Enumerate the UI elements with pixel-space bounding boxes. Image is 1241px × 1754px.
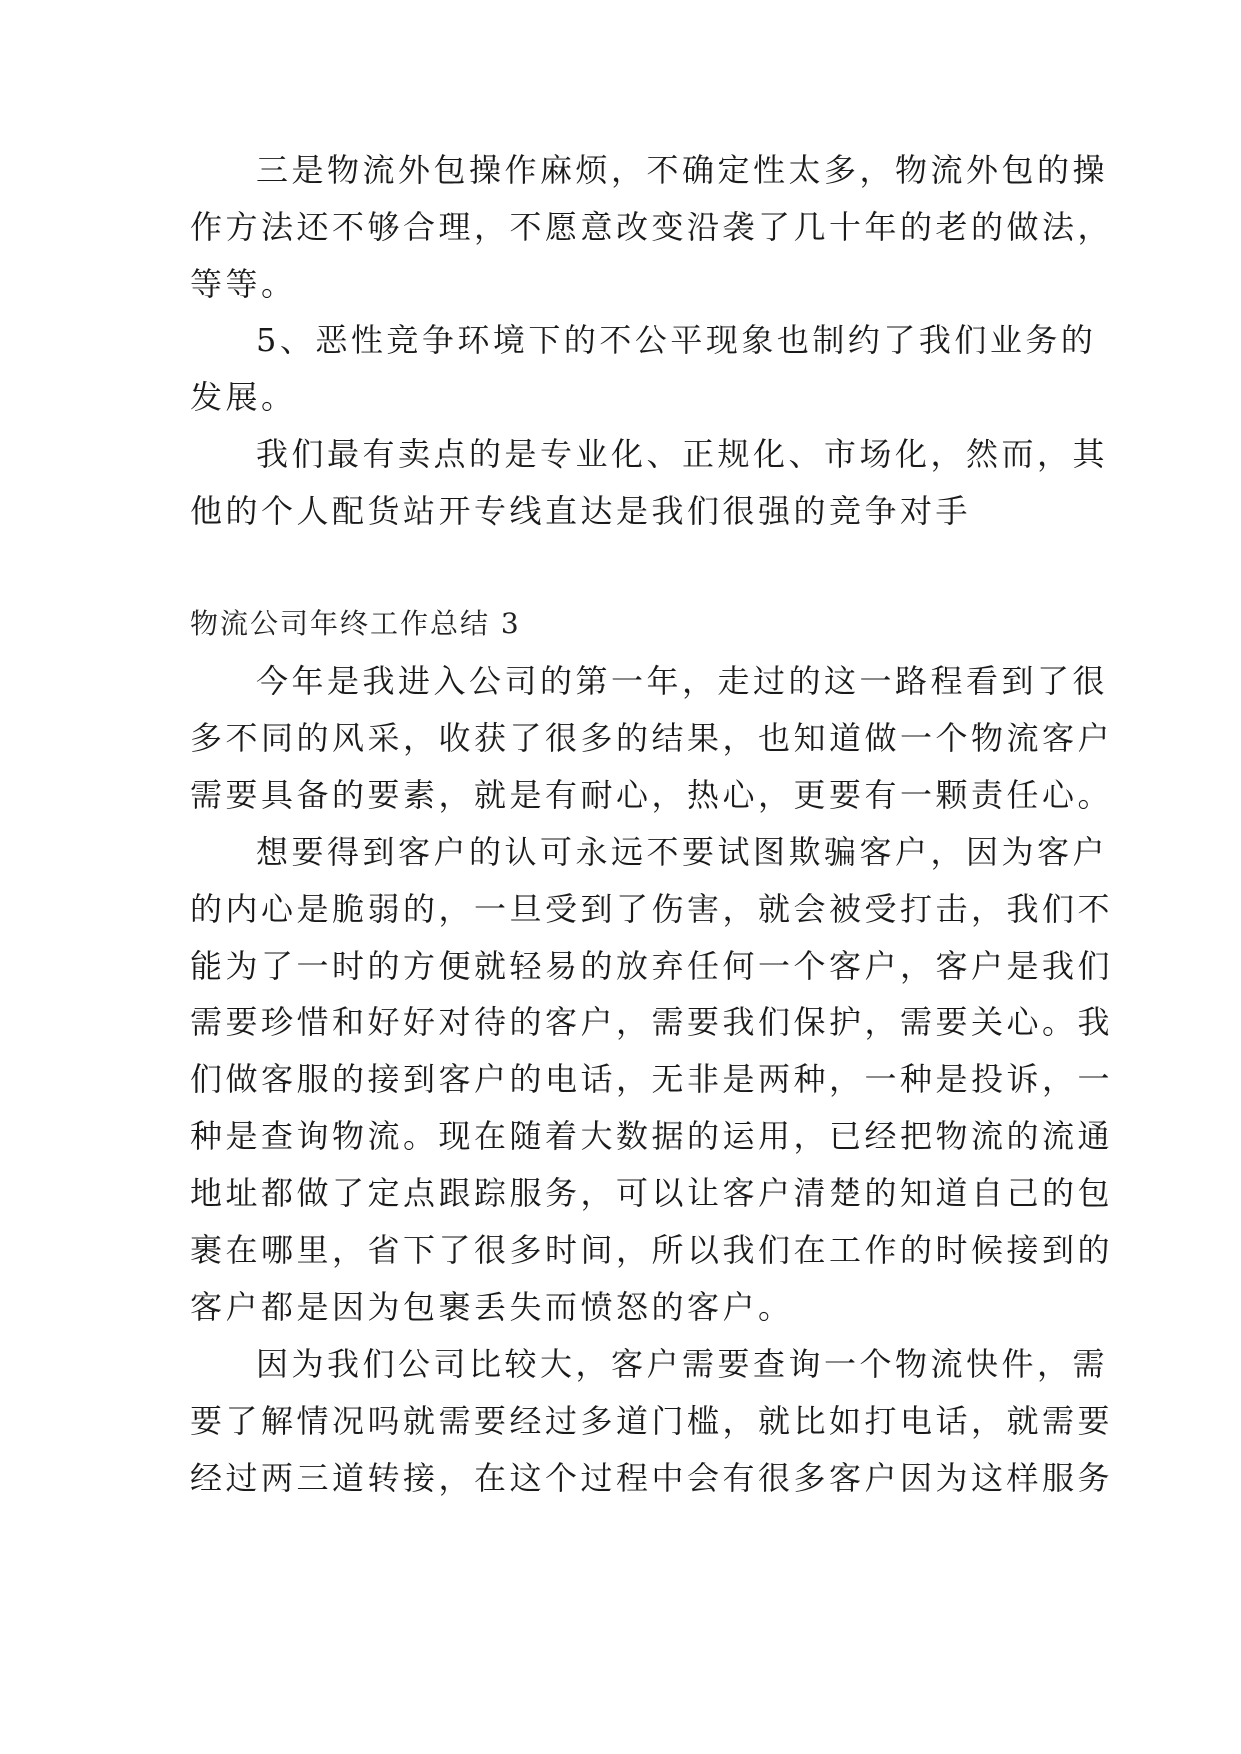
paragraph-line: 客户都是因为包裹丢失而愤怒的客户。 [190,1288,794,1326]
section-heading: 物流公司年终工作总结 3 [190,607,521,640]
paragraph-line: 多不同的风采，收获了很多的结果，也知道做一个物流客户 [190,719,1114,757]
paragraph-line: 能为了一时的方便就轻易的放弃任何一个客户，客户是我们 [190,947,1114,985]
paragraph-line: 三是物流外包操作麻烦，不确定性太多，物流外包的操 [256,151,1109,189]
paragraph-line: 想要得到客户的认可永远不要试图欺骗客户，因为客户 [256,833,1109,871]
paragraph-line: 发展。 [190,378,297,416]
paragraph-line: 需要具备的要素，就是有耐心，热心，更要有一颗责任心。 [190,776,1114,814]
paragraph-line: 的内心是脆弱的，一旦受到了伤害，就会被受打击，我们不 [190,890,1114,928]
paragraph-line: 今年是我进入公司的第一年，走过的这一路程看到了很 [256,662,1109,700]
paragraph-line: 因为我们公司比较大，客户需要查询一个物流快件，需 [256,1345,1109,1383]
paragraph-line: 需要珍惜和好好对待的客户，需要我们保护，需要关心。我 [190,1003,1114,1041]
paragraph-line: 地址都做了定点跟踪服务，可以让客户清楚的知道自己的包 [190,1174,1114,1212]
paragraph-line: 5、恶性竞争环境下的不公平现象也制约了我们业务的 [256,321,1097,359]
paragraph-line: 裹在哪里，省下了很多时间，所以我们在工作的时候接到的 [190,1231,1114,1269]
paragraph-line: 们做客服的接到客户的电话，无非是两种，一种是投诉，一 [190,1060,1114,1098]
paragraph-line: 等等。 [190,265,297,303]
paragraph-line: 我们最有卖点的是专业化、正规化、市场化，然而，其 [256,435,1109,473]
paragraph-line: 作方法还不够合理，不愿意改变沿袭了几十年的老的做法， [190,208,1114,246]
paragraph-line: 他的个人配货站开专线直达是我们很强的竞争对手 [190,492,972,530]
paragraph-line: 种是查询物流。现在随着大数据的运用，已经把物流的流通 [190,1117,1114,1155]
paragraph-line: 要了解情况吗就需要经过多道门槛，就比如打电话，就需要 [190,1402,1114,1440]
paragraph-line: 经过两三道转接，在这个过程中会有很多客户因为这样服务 [190,1459,1114,1497]
